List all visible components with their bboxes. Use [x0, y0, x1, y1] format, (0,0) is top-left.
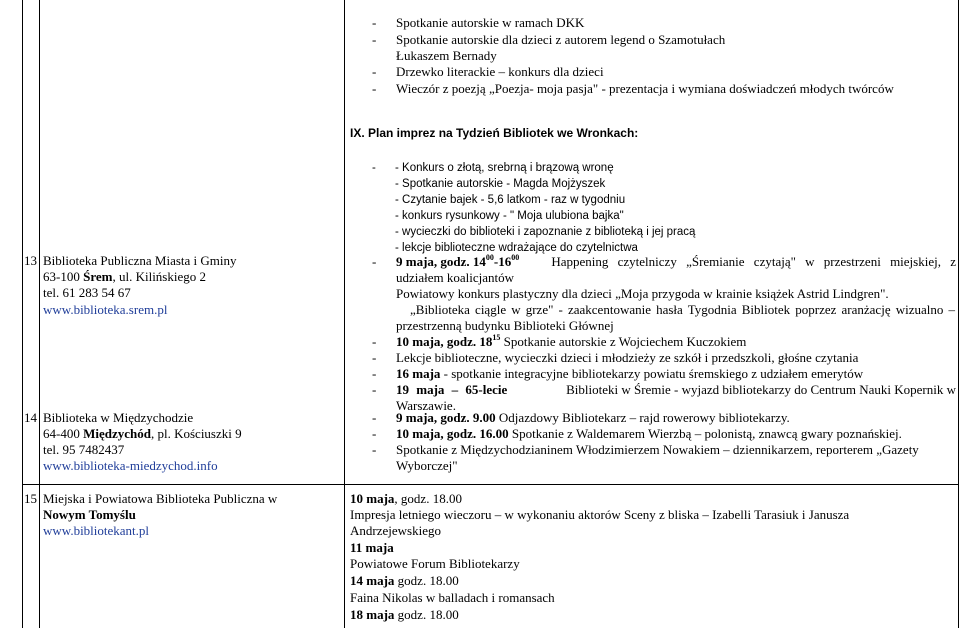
row-number: 13	[24, 253, 37, 268]
list-dash: -	[372, 254, 377, 269]
table-border-left	[22, 0, 23, 628]
event-date: 11 maja	[350, 540, 394, 555]
library-name-bold: Nowym Tomyślu	[43, 507, 136, 522]
event-item: 9 maja, godz. $14^{00}-16^{00}$ Happening czytelniczy „Śremianie czytają" w przestrzeni miejskiej, z	[396, 253, 956, 269]
event-item: 9 maja, godz. 9.00 Odjazdowy Bibliotekarz – rajd rowerowy bibliotekarzy.	[396, 410, 790, 425]
list-dash: -	[372, 350, 377, 365]
event-item: Faina Nikolas w balladach i romansach	[350, 590, 555, 605]
list-dash: -	[372, 410, 377, 425]
list-item: Drzewko literackie – konkurs dla dzieci	[396, 64, 604, 79]
event-item: 16 maja - spotkanie integracyjne bibliotekarzy powiatu śremskiego z udziałem emerytów	[396, 366, 864, 381]
list-dash: -	[372, 64, 377, 79]
library-phone: tel. 95 7482437	[43, 442, 125, 457]
event-item: „Biblioteka ciągle w grze" - zaakcentowanie hasła Tygodnia Bibliotek poprzez aranżację wizualno –	[410, 302, 955, 317]
list-dash: -	[372, 32, 377, 47]
event-item: Powiatowy konkurs plastyczny dla dzieci „Moja przygoda w krainie książek Astrid Lindgren".	[396, 286, 889, 301]
list-item: - wycieczki do biblioteki i zapoznanie z biblioteką i jej pracą	[395, 226, 696, 238]
library-address: 63-100 Śrem, ul. Kilińskiego 2	[43, 269, 206, 284]
event-item: 10 maja, godz. 18.00	[350, 491, 462, 506]
row-number: 15	[24, 491, 37, 506]
event-item: 14 maja godz. 18.00	[350, 573, 459, 588]
event-item-cont: Wyborczej"	[396, 458, 458, 473]
event-item: Spotkanie z Międzychodzianinem Włodzimierzem Nowakiem – dziennikarzem, reporterem „Gazety	[396, 442, 919, 457]
list-dash: -	[372, 162, 376, 174]
list-item: Spotkanie autorskie dla dzieci z autorem legend o Szamotułach	[396, 32, 726, 47]
event-item: 10 maja, godz. 16.00 Spotkanie z Waldemarem Wierzbą – polonistą, znawcą gwary poznańskiej.	[396, 426, 902, 441]
event-item-cont: przestrzenną budynku Biblioteki Głównej	[396, 318, 614, 333]
list-dash: -	[372, 426, 377, 441]
list-dash: -	[372, 442, 377, 457]
event-item: Powiatowe Forum Bibliotekarzy	[350, 556, 520, 571]
list-item: - Czytanie bajek - 5,6 latkom - raz w tygodniu	[395, 194, 626, 206]
library-address: 64-400 Międzychód, pl. Kościuszki 9	[43, 426, 242, 441]
table-border-right	[958, 0, 959, 628]
table-divider-col	[344, 0, 345, 628]
row-divider-14-15	[22, 484, 959, 485]
list-dash: -	[372, 334, 377, 349]
library-website-link[interactable]: www.bibliotekant.pl	[43, 523, 150, 538]
event-item: Impresja letniego wieczoru – w wykonaniu aktorów Sceny z bliska – Izabelli Tarasiuk i Janusza	[350, 507, 850, 522]
library-phone: tel. 61 283 54 67	[43, 285, 131, 300]
event-item-cont: Andrzejewskiego	[350, 523, 441, 538]
list-item: - lekcje biblioteczne wdrażające do czytelnictwa	[395, 242, 638, 254]
list-item: Wieczór z poezją „Poezja- moja pasja" - prezentacja i wymiana doświadczeń młodych twórców	[396, 81, 894, 96]
list-item: Łukaszem Bernady	[396, 48, 497, 63]
list-item: - Konkurs o złotą, srebrną i brązową wronę	[395, 162, 614, 174]
table-divider-num	[39, 0, 40, 628]
list-dash: -	[372, 81, 377, 96]
list-item: - Spotkanie autorskie - Magda Mojżyszek	[395, 178, 606, 190]
library-name: Miejska i Powiatowa Biblioteka Publiczna w	[43, 491, 278, 506]
event-item: Lekcje biblioteczne, wycieczki dzieci i młodzieży ze szkół i przedszkoli, głośne czytania	[396, 350, 859, 365]
section-heading: IX. Plan imprez na Tydzień Bibliotek we Wronkach:	[350, 126, 639, 140]
list-dash: -	[372, 382, 377, 397]
list-item: - konkurs rysunkowy - " Moja ulubiona bajka"	[395, 210, 624, 222]
row-number: 14	[24, 410, 37, 425]
event-item: 19 maja – 65-lecie Biblioteki w Śremie - wyjazd bibliotekarzy do Centrum Nauki Kopernik w	[396, 382, 956, 397]
library-website-link[interactable]: www.biblioteka-miedzychod.info	[43, 458, 218, 473]
list-dash: -	[372, 15, 377, 30]
library-website-link[interactable]: www.biblioteka.srem.pl	[43, 302, 168, 317]
event-item: 10 maja, godz. $18^{15}$ Spotkanie autorskie z Wojciechem Kuczokiem	[396, 333, 747, 349]
library-name: Biblioteka Publiczna Miasta i Gminy	[43, 253, 237, 268]
library-name: Biblioteka w Międzychodzie	[43, 410, 194, 425]
event-item-cont: udziałem koalicjantów	[396, 270, 515, 285]
event-item-cont: Warszawie.	[396, 398, 456, 413]
list-dash: -	[372, 366, 377, 381]
event-item: 18 maja godz. 18.00	[350, 607, 459, 622]
list-item: Spotkanie autorskie w ramach DKK	[396, 15, 585, 30]
